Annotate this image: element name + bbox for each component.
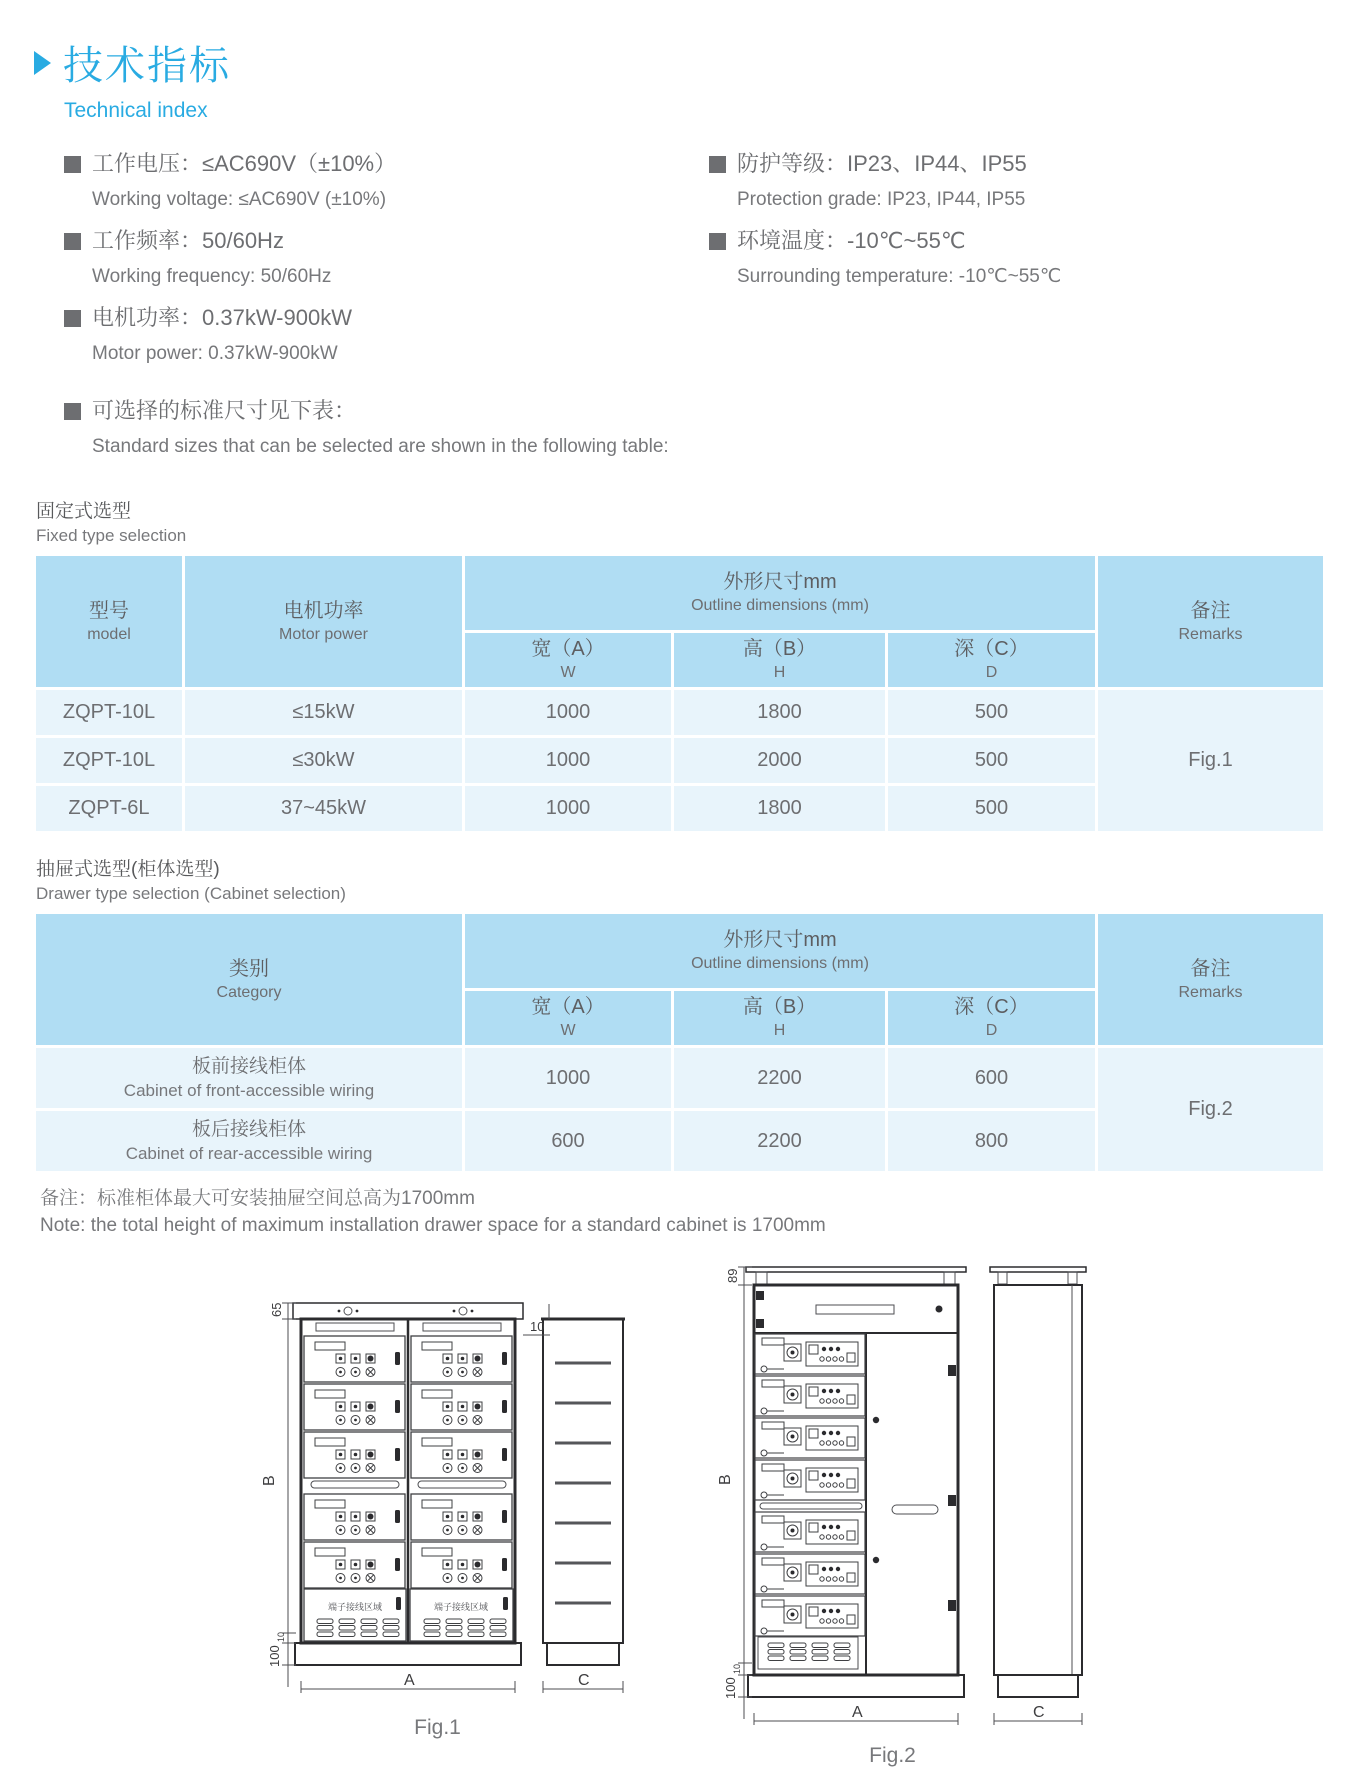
spec-column-left [64,149,709,380]
fig1-side-view [541,1304,625,1665]
spec-zh-text: 工作电压：≤AC690V（±10%） [92,151,397,176]
table-cell-depth: 600 [888,1048,1095,1108]
spec-zh-text: 电机功率：0.37kW-900kW [92,305,352,330]
fixed-type-section-label [0,473,1357,548]
spec-list [0,123,1357,380]
table-cell-width: 1000 [465,690,671,735]
fig1-front-view [293,1303,523,1665]
table-cell-category: 板后接线柜体 Cabinet of rear-accessible wiring [36,1111,462,1171]
fig2-drawing [698,1255,1088,1737]
dim-label-10: 10 [275,1631,286,1642]
header-cell-remarks: 备注 Remarks [1098,556,1323,687]
dim-label-10: 10 [731,1663,742,1674]
spec-zh-text: 可选择的标准尺寸见下表： [92,398,357,423]
table-cell-depth: 500 [888,786,1095,831]
bullet-square-icon [64,310,81,327]
dim-label-B: B [716,1474,734,1485]
table-note [0,1171,1357,1239]
section-title-en: Fixed type selection [36,526,187,545]
bullet-square-icon [64,233,81,250]
dim-label-100: 100 [722,1677,738,1699]
table-cell-remarks: Fig.1 [1098,690,1323,831]
header-cell-outline-dimensions: 外形尺寸mm Outline dimensions (mm) [465,914,1095,988]
figures-strip [0,1255,1341,1768]
dim-label-A: A [851,1704,863,1721]
table-cell-category: 板前接线柜体 Cabinet of front-accessible wiring [36,1048,462,1108]
spec-motor-power [64,303,709,366]
spec-zh-text: 环境温度：-10℃~55℃ [737,228,966,253]
spec-zh-text: 工作频率：50/60Hz [92,228,284,253]
spec-en-text: Motor power: 0.37kW-900kW [92,343,338,364]
section-title-en: Drawer type selection (Cabinet selection) [36,884,346,903]
dim-label-65: 65 [268,1302,284,1317]
header-cell-depth: 深（C） D [888,991,1095,1045]
dim-label-100: 100 [266,1645,282,1667]
fig2-front-view [746,1267,966,1697]
spec-protection-grade [709,149,1357,212]
table-cell-depth: 500 [888,738,1095,783]
bullet-square-icon [64,403,81,420]
table-cell-model: ZQPT-6L [36,786,182,831]
table-cell-power: ≤15kW [185,690,462,735]
title-row [34,34,1357,91]
drawer-type-section-label [0,831,1357,906]
table-cell-remarks: Fig.2 [1098,1048,1323,1171]
table-cell-model: ZQPT-10L [36,738,182,783]
note-zh: 备注：标准柜体最大可安装抽屉空间总高为1700mm [40,1188,475,1209]
dim-label-C: C [577,1672,590,1689]
table-cell-depth: 800 [888,1111,1095,1171]
table-cell-height: 1800 [674,786,885,831]
note-en: Note: the total height of maximum installation drawer space for a standard cabinet is 1700mm [40,1215,826,1236]
table-cell-power: 37~45kW [185,786,462,831]
fig1-terminal-label: 端子接线区域 [433,1602,488,1612]
spec-en-text: Protection grade: IP23, IP44, IP55 [737,189,1026,210]
spec-en-text: Working frequency: 50/60Hz [92,266,332,287]
figure-2 [698,1255,1088,1768]
fig1-terminal-label: 端子接线区域 [327,1602,382,1612]
table-cell-depth: 500 [888,690,1095,735]
table-cell-width: 600 [465,1111,671,1171]
header-cell-width: 宽（A） W [465,633,671,687]
spec-zh-text: 防护等级：IP23、IP44、IP55 [737,151,1027,176]
fixed-type-table [36,556,1323,831]
dim-label-89: 89 [724,1268,740,1283]
header-cell-motor-power: 电机功率 Motor power [185,556,462,687]
section-arrow-icon [34,51,51,75]
fig2-caption: Fig.2 [869,1744,916,1767]
spec-standard-sizes [0,380,1357,459]
header-cell-category: 类别 Category [36,914,462,1045]
header-cell-depth: 深（C） D [888,633,1095,687]
table-cell-height: 2200 [674,1111,885,1171]
header-cell-height: 高（B） H [674,991,885,1045]
table-cell-power: ≤30kW [185,738,462,783]
table-cell-height: 1800 [674,690,885,735]
table-cell-width: 1000 [465,738,671,783]
header-cell-outline-dimensions: 外形尺寸mm Outline dimensions (mm) [465,556,1095,630]
table-cell-height: 2200 [674,1048,885,1108]
bullet-square-icon [64,156,81,173]
spec-surrounding-temperature [709,226,1357,289]
section-title-zh: 固定式选型 [36,501,132,522]
table-cell-width: 1000 [465,1048,671,1108]
bullet-square-icon [709,233,726,250]
fig1-caption: Fig.1 [414,1716,461,1739]
dim-label-C: C [1032,1704,1045,1721]
drawer-type-table [36,914,1323,1171]
header-cell-remarks: 备注 Remarks [1098,914,1323,1045]
header-cell-model: 型号 model [36,556,182,687]
spec-en-text: Standard sizes that can be selected are shown in the following table: [92,436,669,457]
section-title-zh: 抽屉式选型(柜体选型) [36,859,220,880]
spec-column-right [709,149,1357,380]
spec-working-frequency [64,226,709,289]
header-cell-width: 宽（A） W [465,991,671,1045]
table-cell-model: ZQPT-10L [36,690,182,735]
fig1-drawing [238,1291,638,1709]
page-header [0,0,1357,123]
spec-en-text: Surrounding temperature: -10℃~55℃ [737,266,1062,287]
spec-en-text: Working voltage: ≤AC690V (±10%) [92,189,387,210]
page-title: 技术指标 [63,44,231,88]
dim-label-10-top: 10 [529,1319,544,1334]
table-cell-width: 1000 [465,786,671,831]
figure-1 [238,1291,638,1740]
dim-label-B: B [260,1475,278,1486]
spec-working-voltage [64,149,709,212]
bullet-square-icon [709,156,726,173]
page-subtitle: Technical index [64,99,208,122]
fig2-side-view [990,1267,1086,1697]
table-cell-height: 2000 [674,738,885,783]
dim-label-A: A [403,1672,415,1689]
header-cell-height: 高（B） H [674,633,885,687]
